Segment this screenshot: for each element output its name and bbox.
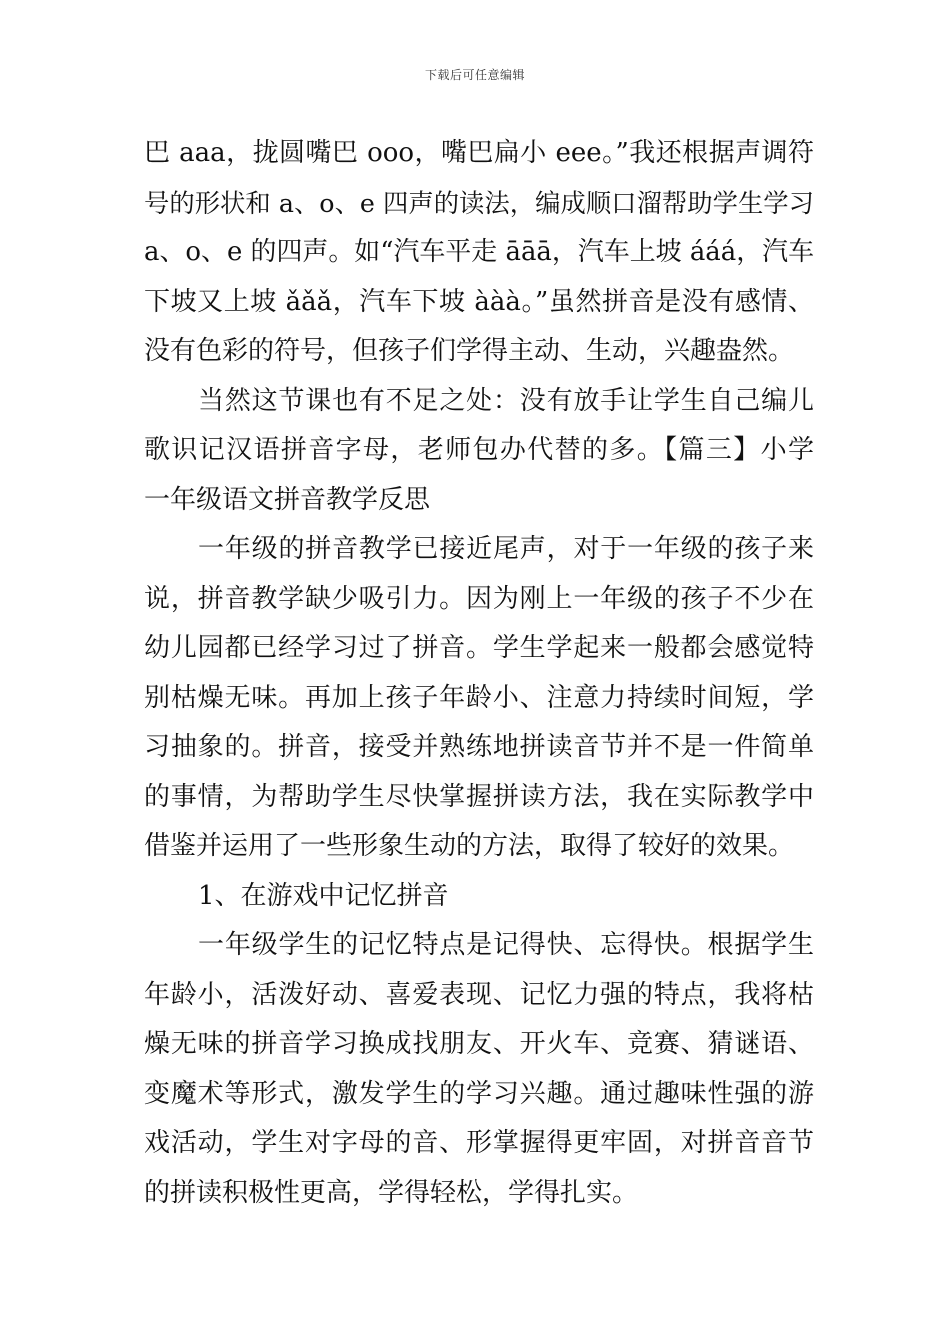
text-line: a、o、e 的四声。如“汽车平走 āāā，汽车上坡 ááá，汽车	[144, 237, 815, 267]
text-line: 一年级的拼音教学已接近尾声，对于一年级的孩子来	[198, 534, 814, 564]
text-line: 幼儿园都已经学习过了拼音。学生学起来一般都会感觉特	[144, 633, 814, 663]
text-line: 燥无味的拼音学习换成找朋友、开火车、竞赛、猜谜语、	[144, 1029, 814, 1059]
text-line: 一年级语文拼音教学反思	[144, 484, 431, 515]
paragraph	[144, 377, 814, 526]
text-line: 别枯燥无味。再加上孩子年龄小、注意力持续时间短，学	[144, 682, 814, 713]
section-heading	[144, 872, 814, 922]
text-line: 歌识记汉语拼音字母，老师包办代替的多。【篇三】小学	[144, 435, 814, 465]
text-line: 变魔术等形式，激发学生的学习兴趣。通过趣味性强的游	[144, 1078, 814, 1109]
text-line: 当然这节课也有不足之处：没有放手让学生自己编儿	[198, 385, 814, 416]
page-header: 下载后可任意编辑	[424, 68, 525, 82]
text-line: 号的形状和 a、o、e 四声的读法，编成顺口溜帮助学生学习	[144, 187, 814, 218]
text-line: 借鉴并运用了一些形象生动的方法，取得了较好的效果。	[144, 831, 795, 861]
text-line: 说，拼音教学缺少吸引力。因为刚上一年级的孩子不少在	[144, 583, 814, 614]
text-line: 的事情，为帮助学生尽快掌握拼读方法，我在实际教学中	[144, 781, 814, 812]
text-line: 下坡又上坡 ǎǎǎ，汽车下坡 ààà。”虽然拼音是没有感情、	[144, 286, 814, 317]
paragraph	[144, 921, 814, 1218]
text-line: 巴 aaa，拢圆嘴巴 ooo，嘴巴扁小 eee。”我还根据声调符	[144, 138, 814, 168]
text-line: 戏活动，学生对字母的音、形掌握得更牢固，对拼音音节	[144, 1128, 814, 1158]
text-line: 习抽象的。拼音，接受并熟练地拼读音节并不是一件简单	[144, 732, 814, 762]
document-body	[144, 129, 814, 1218]
paragraph	[144, 525, 814, 872]
text-line: 没有色彩的符号，但孩子们学得主动、生动，兴趣盎然。	[144, 336, 795, 366]
text-line: 年龄小，活泼好动、喜爱表现、记忆力强的特点，我将枯	[144, 979, 814, 1010]
text-line: 的拼读积极性更高，学得轻松，学得扎实。	[144, 1177, 639, 1208]
text-line: 一年级学生的记忆特点是记得快、忘得快。根据学生	[198, 930, 814, 960]
paragraph	[144, 129, 814, 377]
heading-line: 1、在游戏中记忆拼音	[198, 880, 449, 911]
